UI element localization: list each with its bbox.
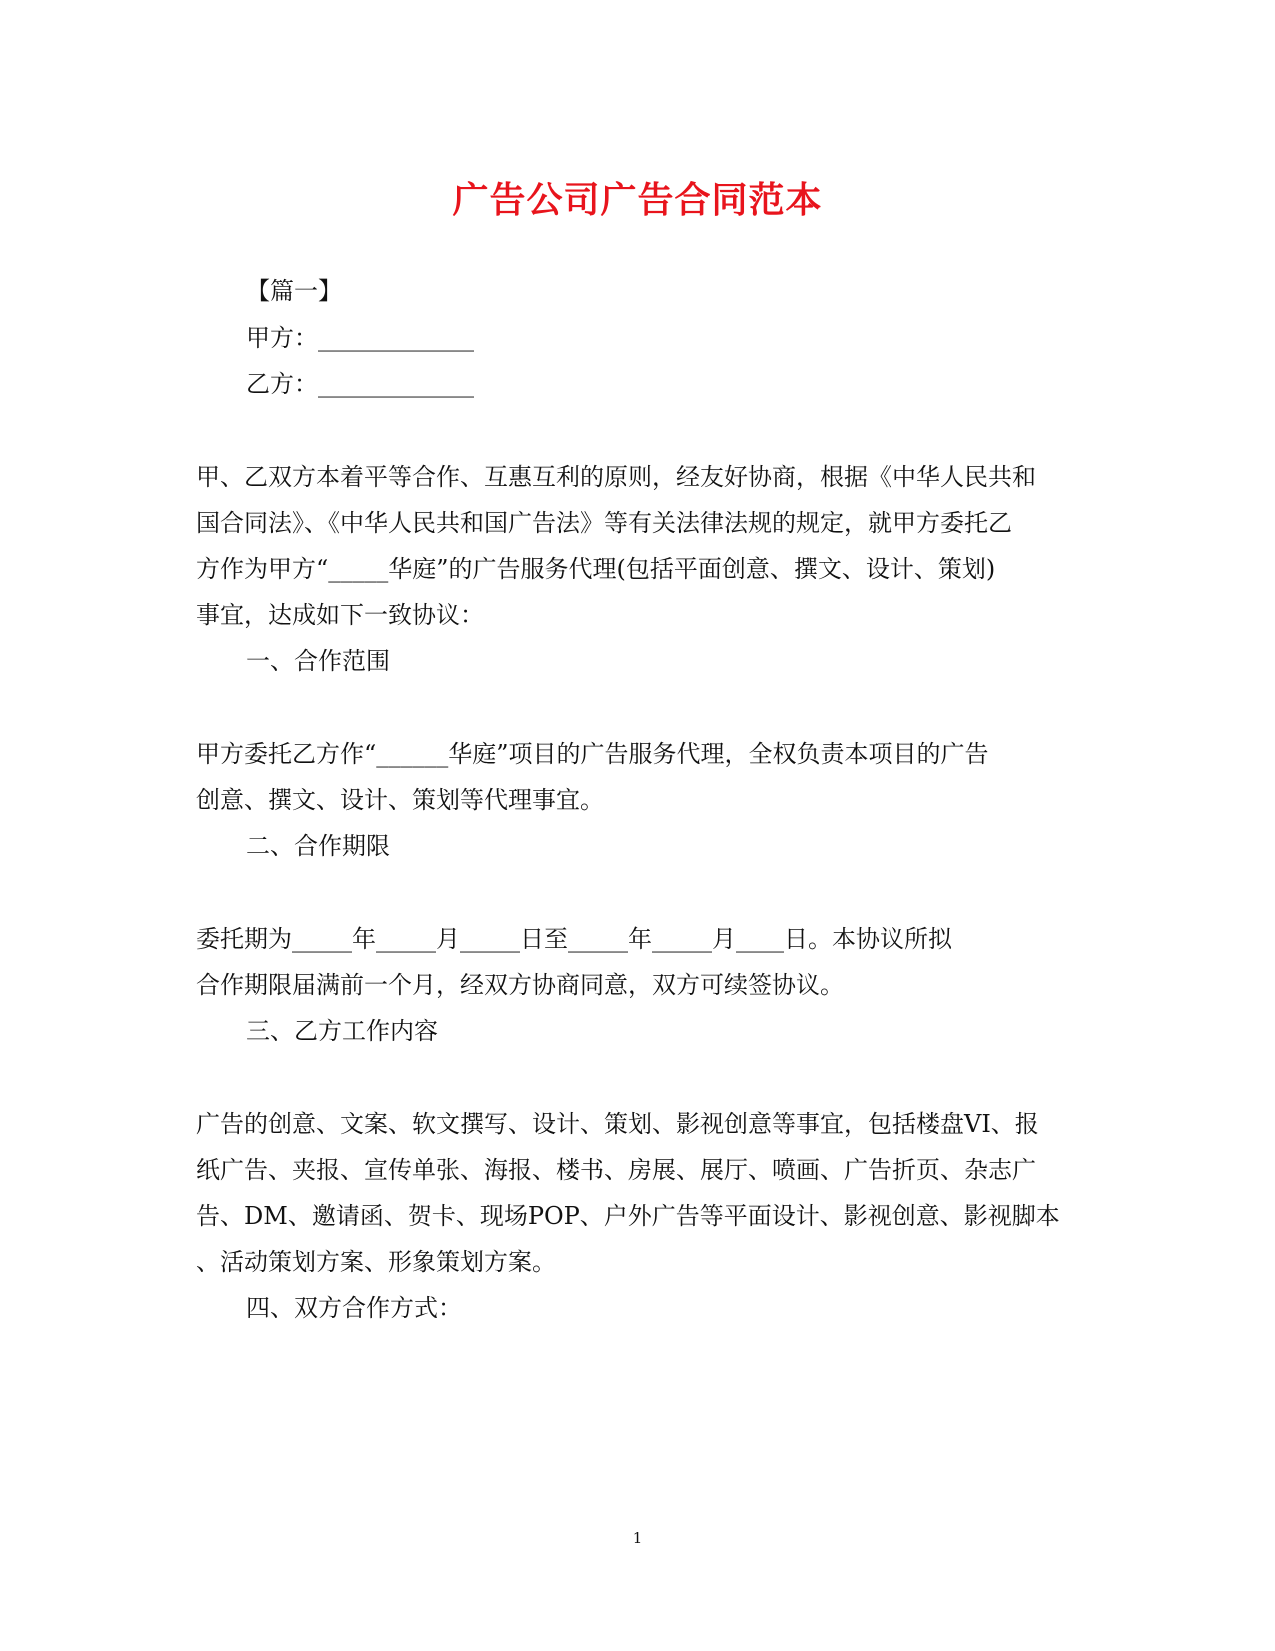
page-number: 1 — [632, 1529, 643, 1547]
scope-line-1: 甲方委托乙方作“______华庭”项目的广告服务代理，全权负责本项目的广告 — [196, 740, 989, 768]
document-title: 广告公司广告合同范本 — [452, 179, 823, 221]
work-line-1: 广告的创意、文案、软文撰写、设计、策划、影视创意等事宜，包括楼盘VI、报 — [196, 1110, 1039, 1138]
work-line-4: 、活动策划方案、形象策划方案。 — [196, 1248, 556, 1276]
term-line-1: 委托期为_____年_____月_____日至_____年_____月____日。本协议所拟 — [196, 925, 952, 953]
preamble-line-3: 方作为甲方“_____华庭”的广告服务代理(包括平面创意、撰文、设计、策划) — [196, 555, 996, 583]
party-a-line: 甲方：_____________ — [246, 324, 474, 352]
heading-scope: 一、合作范围 — [246, 647, 390, 675]
preamble-line-1: 甲、乙双方本着平等合作、互惠互利的原则，经友好协商，根据《中华人民共和 — [196, 463, 1036, 491]
party-b-line: 乙方：_____________ — [246, 370, 474, 398]
work-line-3: 告、DM、邀请函、贺卡、现场POP、户外广告等平面设计、影视创意、影视脚本 — [196, 1202, 1060, 1230]
preamble-line-4: 事宜，达成如下一致协议： — [196, 601, 484, 629]
heading-cooperation-method: 四、双方合作方式： — [246, 1294, 462, 1322]
heading-term: 二、合作期限 — [246, 832, 390, 860]
section-label: 【篇一】 — [246, 277, 342, 305]
preamble-line-2: 国合同法》、《中华人民共和国广告法》等有关法律法规的规定，就甲方委托乙 — [196, 509, 1012, 537]
term-line-2: 合作期限届满前一个月，经双方协商同意，双方可续签协议。 — [196, 971, 844, 999]
work-line-2: 纸广告、夹报、宣传单张、海报、楼书、房展、展厅、喷画、广告折页、杂志广 — [196, 1156, 1036, 1184]
scope-line-2: 创意、撰文、设计、策划等代理事宜。 — [196, 786, 604, 814]
heading-work-content: 三、乙方工作内容 — [246, 1017, 438, 1045]
